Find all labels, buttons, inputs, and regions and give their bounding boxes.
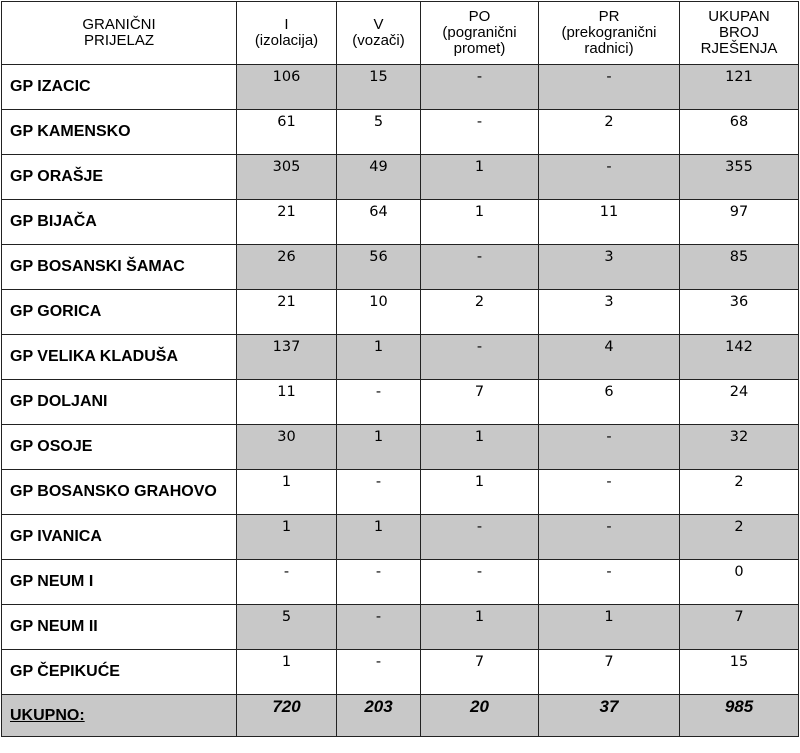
table-row bbox=[2, 200, 799, 245]
drivers-cell: 1 bbox=[337, 335, 421, 380]
cross-border-workers-cell: - bbox=[539, 65, 680, 110]
cross-border-workers-cell: - bbox=[539, 425, 680, 470]
crossing-name: GP GORICA bbox=[2, 290, 237, 335]
total-cell: 2 bbox=[680, 470, 799, 515]
table-row bbox=[2, 335, 799, 380]
table-row bbox=[2, 515, 799, 560]
crossing-name: GP BOSANSKI ŠAMAC bbox=[2, 245, 237, 290]
isolation-cell: 30 bbox=[237, 425, 337, 470]
header-drivers bbox=[337, 2, 421, 65]
header-line: radnici) bbox=[584, 40, 634, 57]
crossing-name: GP BOSANSKO GRAHOVO bbox=[2, 470, 237, 515]
isolation-cell: 1 bbox=[237, 470, 337, 515]
table-row bbox=[2, 380, 799, 425]
crossing-name: GP VELIKA KLADUŠA bbox=[2, 335, 237, 380]
cross-border-workers-cell: 2 bbox=[539, 110, 680, 155]
header-line: BROJ bbox=[718, 24, 759, 41]
border-traffic-cell: 7 bbox=[421, 650, 539, 695]
drivers-cell: 1 bbox=[337, 425, 421, 470]
total-cell: 15 bbox=[680, 650, 799, 695]
isolation-cell: 61 bbox=[237, 110, 337, 155]
header-total-decisions bbox=[680, 2, 799, 65]
border-traffic-cell: 7 bbox=[421, 380, 539, 425]
header-isolation bbox=[237, 2, 337, 65]
grand-total: 985 bbox=[680, 695, 799, 737]
border-traffic-cell: - bbox=[421, 245, 539, 290]
border-crossing-table bbox=[1, 1, 799, 737]
drivers-cell: - bbox=[337, 650, 421, 695]
border-traffic-cell: 1 bbox=[421, 470, 539, 515]
drivers-cell: 49 bbox=[337, 155, 421, 200]
table-row bbox=[2, 560, 799, 605]
cross-border-workers-total: 37 bbox=[539, 695, 680, 737]
drivers-cell: 1 bbox=[337, 515, 421, 560]
crossing-name: GP NEUM II bbox=[2, 605, 237, 650]
isolation-cell: 26 bbox=[237, 245, 337, 290]
border-traffic-cell: 1 bbox=[421, 425, 539, 470]
total-cell: 2 bbox=[680, 515, 799, 560]
total-cell: 97 bbox=[680, 200, 799, 245]
total-cell: 85 bbox=[680, 245, 799, 290]
cross-border-workers-cell: 4 bbox=[539, 335, 680, 380]
crossing-name: GP KAMENSKO bbox=[2, 110, 237, 155]
crossing-name: GP ČEPIKUĆE bbox=[2, 650, 237, 695]
table-row bbox=[2, 650, 799, 695]
crossing-name: GP DOLJANI bbox=[2, 380, 237, 425]
border-traffic-cell: - bbox=[421, 335, 539, 380]
cross-border-workers-cell: - bbox=[539, 155, 680, 200]
border-traffic-cell: - bbox=[421, 110, 539, 155]
isolation-cell: 106 bbox=[237, 65, 337, 110]
crossing-name: GP NEUM I bbox=[2, 560, 237, 605]
drivers-cell: 10 bbox=[337, 290, 421, 335]
table-row bbox=[2, 155, 799, 200]
border-traffic-cell: - bbox=[421, 560, 539, 605]
table-row bbox=[2, 605, 799, 650]
border-traffic-cell: - bbox=[421, 65, 539, 110]
border-traffic-cell: 1 bbox=[421, 200, 539, 245]
header-line: PRIJELAZ bbox=[83, 32, 155, 49]
cross-border-workers-cell: 1 bbox=[539, 605, 680, 650]
header-row bbox=[2, 2, 799, 65]
isolation-total: 720 bbox=[237, 695, 337, 737]
header-cross-border-workers bbox=[539, 2, 680, 65]
table-row bbox=[2, 65, 799, 110]
total-cell: 24 bbox=[680, 380, 799, 425]
header-line: PO bbox=[468, 8, 491, 25]
crossing-name: GP BIJAČA bbox=[2, 200, 237, 245]
crossing-name: GP IZACIC bbox=[2, 65, 237, 110]
table-row bbox=[2, 425, 799, 470]
cross-border-workers-cell: 3 bbox=[539, 290, 680, 335]
cross-border-workers-cell: - bbox=[539, 560, 680, 605]
isolation-cell: 1 bbox=[237, 515, 337, 560]
isolation-cell: 305 bbox=[237, 155, 337, 200]
crossing-name: GP IVANICA bbox=[2, 515, 237, 560]
header-border-crossing bbox=[2, 2, 237, 65]
isolation-cell: 5 bbox=[237, 605, 337, 650]
header-line: PR bbox=[598, 8, 620, 25]
table-row bbox=[2, 110, 799, 155]
crossing-name: GP OSOJE bbox=[2, 425, 237, 470]
cross-border-workers-cell: - bbox=[539, 515, 680, 560]
drivers-cell: 56 bbox=[337, 245, 421, 290]
total-cell: 68 bbox=[680, 110, 799, 155]
drivers-total: 203 bbox=[337, 695, 421, 737]
header-line: I bbox=[284, 16, 289, 33]
isolation-cell: 21 bbox=[237, 290, 337, 335]
border-traffic-cell: - bbox=[421, 515, 539, 560]
isolation-cell: 11 bbox=[237, 380, 337, 425]
drivers-cell: - bbox=[337, 380, 421, 425]
header-line: GRANIČNI bbox=[82, 16, 156, 33]
cross-border-workers-cell: 11 bbox=[539, 200, 680, 245]
totals-row bbox=[2, 695, 799, 737]
cross-border-workers-cell: 7 bbox=[539, 650, 680, 695]
header-line: (prekogranični bbox=[561, 24, 657, 41]
drivers-cell: - bbox=[337, 560, 421, 605]
table-row bbox=[2, 470, 799, 515]
header-line: V bbox=[373, 16, 384, 33]
drivers-cell: - bbox=[337, 470, 421, 515]
header-border-traffic bbox=[421, 2, 539, 65]
totals-label: UKUPNO: bbox=[2, 695, 237, 737]
table-row bbox=[2, 245, 799, 290]
drivers-cell: 5 bbox=[337, 110, 421, 155]
border-traffic-cell: 1 bbox=[421, 605, 539, 650]
cross-border-workers-cell: 6 bbox=[539, 380, 680, 425]
total-cell: 0 bbox=[680, 560, 799, 605]
border-traffic-total: 20 bbox=[421, 695, 539, 737]
cross-border-workers-cell: - bbox=[539, 470, 680, 515]
header-line: (pogranični bbox=[442, 24, 517, 41]
table-row bbox=[2, 290, 799, 335]
total-cell: 7 bbox=[680, 605, 799, 650]
drivers-cell: - bbox=[337, 605, 421, 650]
header-line: UKUPAN bbox=[708, 8, 770, 25]
total-cell: 32 bbox=[680, 425, 799, 470]
total-cell: 142 bbox=[680, 335, 799, 380]
border-traffic-cell: 1 bbox=[421, 155, 539, 200]
drivers-cell: 64 bbox=[337, 200, 421, 245]
total-cell: 121 bbox=[680, 65, 799, 110]
drivers-cell: 15 bbox=[337, 65, 421, 110]
total-cell: 36 bbox=[680, 290, 799, 335]
header-line: (vozači) bbox=[352, 32, 405, 49]
crossing-name: GP ORAŠJE bbox=[2, 155, 237, 200]
total-cell: 355 bbox=[680, 155, 799, 200]
isolation-cell: 137 bbox=[237, 335, 337, 380]
header-line: RJEŠENJA bbox=[700, 40, 778, 57]
cross-border-workers-cell: 3 bbox=[539, 245, 680, 290]
header-line: promet) bbox=[453, 40, 506, 57]
isolation-cell: - bbox=[237, 560, 337, 605]
isolation-cell: 21 bbox=[237, 200, 337, 245]
isolation-cell: 1 bbox=[237, 650, 337, 695]
border-traffic-cell: 2 bbox=[421, 290, 539, 335]
header-line: (izolacija) bbox=[254, 32, 319, 49]
